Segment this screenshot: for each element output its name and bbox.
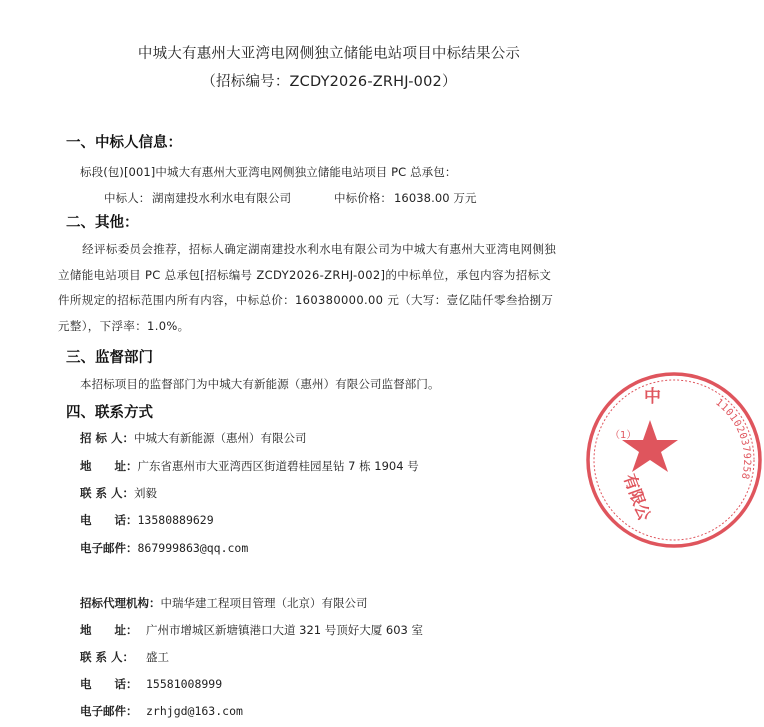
tenderer-name-label: 招 标 人： <box>80 431 135 445</box>
seal-small-mark: （1） <box>610 430 637 441</box>
award-paragraph: 经评标委员会推荐，招标人确定湖南建投水利水电有限公司为中城大有惠州大亚湾电网侧独立储能电站项目 PC 总承包[招标编号 ZCDY2026-ZRHJ-002]的中标单位，承包内容为招标文件所规定的招标范围内所有内容，中标总价：160380000.00 元（大写：壹亿陆仟零叁拾捌万元整），下浮率：1.0%。 <box>58 242 557 333</box>
winner-label: 中标人： <box>104 191 151 205</box>
agent-phone-row <box>80 676 222 692</box>
tenderer-address-row <box>80 458 419 474</box>
agent-name-row <box>80 595 368 611</box>
section-1-heading: 一、中标人信息： <box>66 135 182 151</box>
agent-contact-label: 联 系 人： <box>80 650 135 664</box>
document-subtitle: （招标编号：ZCDY2026-ZRHJ-002） <box>201 74 457 90</box>
seal-side-text: 有限公 <box>619 471 655 524</box>
winner-name: 湖南建投水利水电有限公司 <box>152 191 292 205</box>
agent-phone-label: 电 话： <box>80 677 138 691</box>
supervision-text: 本招标项目的监督部门为中城大有新能源（惠州）有限公司监督部门。 <box>80 377 440 391</box>
document-title: 中城大有惠州大亚湾电网侧独立储能电站项目中标结果公示 <box>137 46 521 62</box>
seal-top-char: 中 <box>644 387 661 407</box>
package-line: 标段(包)[001]中城大有惠州大亚湾电网侧独立储能电站项目 PC 总承包： <box>80 165 457 179</box>
price-label: 中标价格： <box>334 191 392 205</box>
seal-number: 1101020379258 <box>713 397 753 481</box>
tenderer-phone-label: 电 话： <box>80 513 138 527</box>
tenderer-name-row <box>80 430 307 446</box>
tenderer-contact-label: 联 系 人： <box>80 486 135 500</box>
agent-contact: 盛工 <box>146 650 169 664</box>
price-value: 16038.00 万元 <box>394 191 477 205</box>
seal-star-icon <box>622 420 678 472</box>
tenderer-phone: 13580889629 <box>137 513 214 527</box>
tenderer-contact: 刘毅 <box>134 486 158 500</box>
agent-name: 中瑞华建工程项目管理（北京）有限公司 <box>160 596 368 610</box>
agent-address: 广州市增城区新塘镇港口大道 321 号顶好大厦 603 室 <box>146 623 424 637</box>
agent-address-label: 地 址： <box>80 623 138 637</box>
section-2-heading: 二、其他： <box>66 215 139 231</box>
agent-email-row <box>80 703 243 719</box>
tenderer-email-row <box>80 540 248 556</box>
agent-email-label: 电子邮件： <box>80 704 138 718</box>
svg-text:1101020379258 <box>713 397 752 481</box>
tenderer-phone-row <box>80 512 214 528</box>
tenderer-email[interactable]: 867999863@qq.com <box>137 541 249 555</box>
tenderer-contact-row <box>80 485 157 501</box>
agent-address-row <box>80 622 423 638</box>
section-3-heading: 三、监督部门 <box>66 350 153 366</box>
company-seal-stamp <box>584 370 764 550</box>
agent-name-label: 招标代理机构： <box>80 596 161 610</box>
agent-phone: 15581008999 <box>146 677 223 691</box>
agent-email[interactable]: zrhjgd@163.com <box>146 704 243 718</box>
tenderer-address: 广东省惠州市大亚湾西区街道碧桂园星钻 7 栋 1904 号 <box>137 459 419 473</box>
agent-contact-row <box>80 649 169 665</box>
section-4-heading: 四、联系方式 <box>66 405 153 421</box>
tenderer-email-label: 电子邮件： <box>80 541 138 555</box>
tenderer-address-label: 地 址： <box>80 459 138 473</box>
tenderer-name: 中城大有新能源（惠州）有限公司 <box>134 431 307 445</box>
